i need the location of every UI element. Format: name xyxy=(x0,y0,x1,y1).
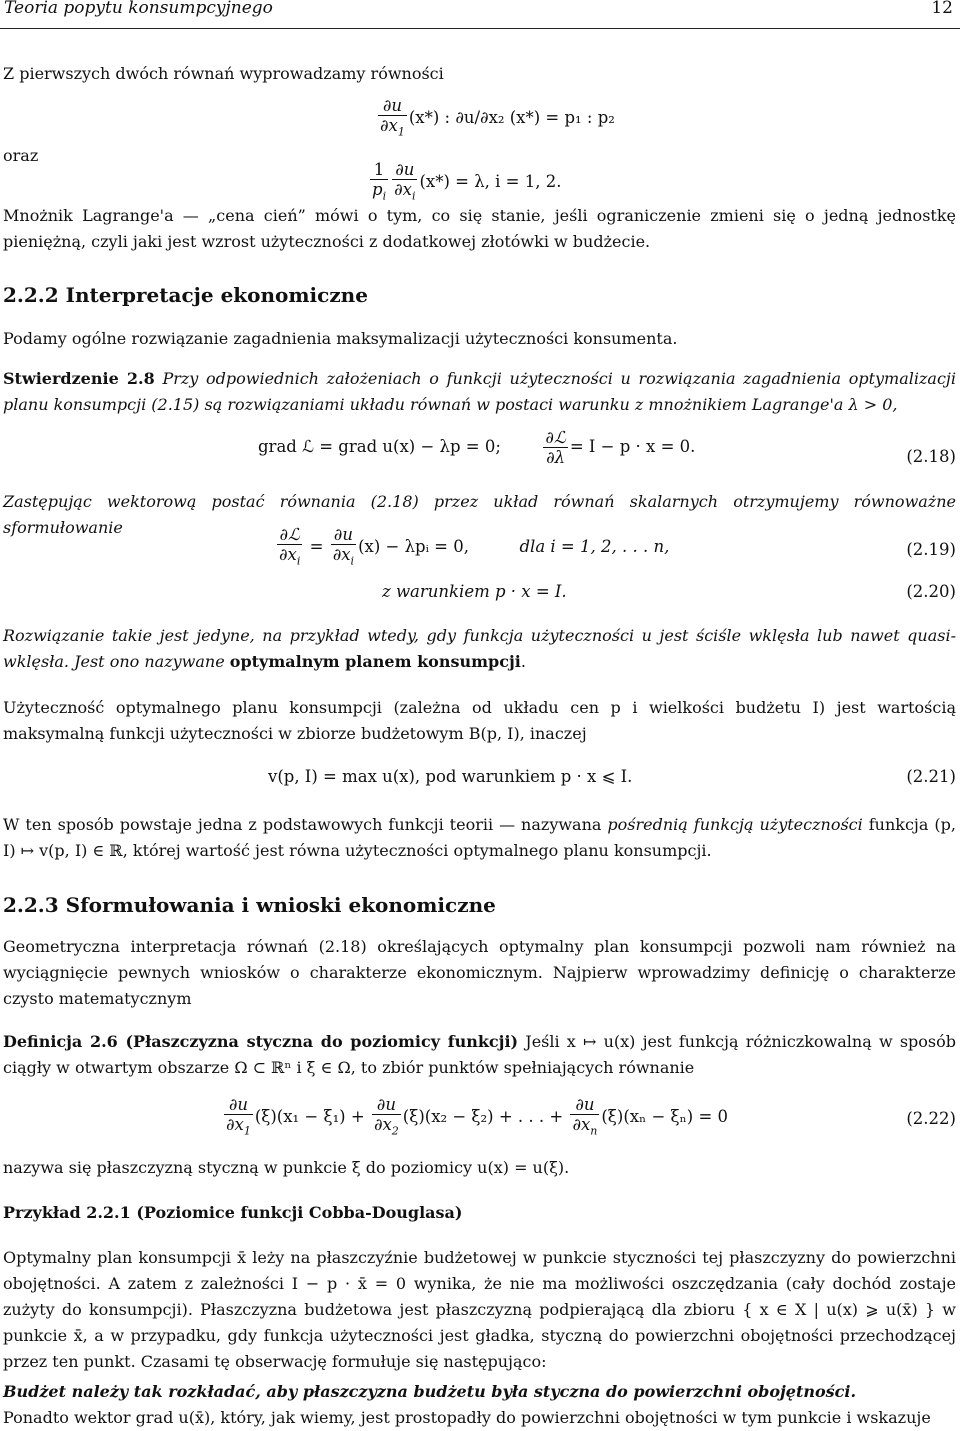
equation-2-20: z warunkiem p · x = I. xyxy=(382,582,567,601)
lagrange-paragraph: Mnożnik Lagrange'a — „cena cień” mówi o tym, co się stanie, jeśli ograniczenie zmieni się o jedną jednostkę pieniężną, czyli jaki jest wzrost użyteczności z dodatkowej złotówki w budżecie. xyxy=(3,206,956,251)
equation-2-21: v(p, I) = max u(x), pod warunkiem p · x ⩽ I. xyxy=(268,767,633,786)
equation-number-2-21: (2.21) xyxy=(906,767,956,786)
budget-statement: Budżet należy tak rozkładać, aby płaszczyzna budżetu była styczna do powierzchni obojętności. xyxy=(3,1382,857,1401)
uniqueness-period: . xyxy=(520,652,526,671)
statement-text: Przy odpowiednich założeniach o funkcji użyteczności u rozwiązania zagadnienia optymalizacji planu konsumpcji (2.15) są rozwiązaniami układu równań w postaci warunku z mnożnikiem Lagrange'a λ > 0, xyxy=(3,369,957,414)
optimal-plan-paragraph: Optymalny plan konsumpcji x̄ leży na płaszczyźnie budżetowej w punkcie styczności tej płaszczyzny do powierzchni obojętności. A zatem z zależności I − p · x̄ = 0 wynika, że nie ma możliwości oszczędzania (cały dochód zostaje zużyty do konsumpcji). Płaszczyzna budżetowa jest płaszczyzną podpierającą dla zbioru { x ∈ X | u(x) ⩾ u(x̄) } w punkcie x̄, a w przypadku, gdy funkcja użyteczności jest gładka, styczną do powierzchni obojętności przechodzącej przez ten punkt. Czasami tę obserwację formułuje się następująco: xyxy=(3,1248,956,1371)
equation-2-18-left: grad ℒ = grad u(x) − λp = 0; xyxy=(258,437,501,456)
definition-conclusion: nazywa się płaszczyzną styczną w punkcie ξ do poziomicy u(x) = u(ξ). xyxy=(3,1158,570,1177)
indirect-utility-text-a: W ten sposób powstaje jedna z podstawowych funkcji teorii — nazywana xyxy=(3,815,608,834)
indirect-utility-paragraph xyxy=(3,812,956,864)
equation-ratio-rest: (x*) : ∂u/∂x₂ (x*) = p₁ : p₂ xyxy=(408,108,615,128)
equation-2-19-dla: dla i = 1, 2, . . . n, xyxy=(519,537,670,557)
equation-2-22: $\frac{\partial u}{\partial x_1}$ (ξ)(x₁ − ξ₁) + $\frac{\partial u}{\partial x_2}$ (ξ)(x₂ − ξ₂) + . . . + $\frac{\partial u}{\partial x_n}$ (ξ)(xₙ − ξₙ) = 0 xyxy=(226,1095,729,1138)
statement-label: Stwierdzenie 2.8 xyxy=(3,369,155,388)
equation-2-19-mid: (x) − λpᵢ = 0, xyxy=(358,537,469,557)
equation-lambda: $\frac{1}{p_i}$ $\frac{\partial u}{\partial x_i}$ (x*) = λ, i = 1, 2. xyxy=(372,160,562,203)
utility-paragraph: Użyteczność optymalnego planu konsumpcji (zależna od układu cen p i wielkości budżetu I) jest wartością maksymalną funkcji użyteczności w zbiorze budżetowym B(p, I), inaczej xyxy=(3,698,956,743)
definition-2-6 xyxy=(3,1029,956,1081)
equation-lambda-rest: (x*) = λ, i = 1, 2. xyxy=(419,172,562,192)
uniqueness-text: Rozwiązanie takie jest jedyne, na przykład wtedy, gdy funkcja użyteczności u jest ściśle wklęsła lub nawet quasi-wklęsła. Jest ono nazywane xyxy=(3,626,956,671)
equation-number-2-22: (2.22) xyxy=(906,1109,956,1128)
page-number: 12 xyxy=(931,0,953,18)
equation-number-2-19: (2.19) xyxy=(906,540,956,559)
equation-number-2-18: (2.18) xyxy=(906,447,956,466)
oraz-text: oraz xyxy=(3,146,39,165)
example-heading: Przykład 2.2.1 (Poziomice funkcji Cobba-Douglasa) xyxy=(3,1203,463,1222)
optimal-plan-term: optymalnym planem konsumpcji xyxy=(229,652,521,671)
indirect-utility-text-c: funkcja (p, I) ↦ v(p, I) ∈ ℝ, której wartość jest równa użyteczności optymalnego planu konsumpcji. xyxy=(3,815,956,860)
equation-2-22-term2: (ξ)(x₂ − ξ₂) + . . . + xyxy=(402,1107,564,1127)
section-heading-2-2-2: 2.2.2 Interpretacje ekonomiczne xyxy=(3,283,368,307)
statement-2-8 xyxy=(3,366,956,418)
gradient-paragraph: Ponadto wektor grad u(x̄), który, jak wiemy, jest prostopadły do powierzchni obojętności w tym punkcie i wskazuje xyxy=(3,1408,931,1427)
equation-2-18: grad ℒ = grad u(x) − λp = 0; $\frac{\text{∂ℒ}}{\partial\lambda}$ = I − p · x = 0. xyxy=(258,428,696,467)
section-intro-paragraph: Podamy ogólne rozwiązanie zagadnienia maksymalizacji użyteczności konsumenta. xyxy=(3,329,678,348)
geometric-paragraph: Geometryczna interpretacja równań (2.18) określających optymalny plan konsumpcji pozwoli nam również na wyciągnięcie pewnych wniosków o charakterze ekonomicznym. Najpierw wprowadzimy definicję o charakterze czysto matematycznym xyxy=(3,937,956,1008)
equation-number-2-20: (2.20) xyxy=(906,582,956,601)
uniqueness-paragraph xyxy=(3,623,956,675)
section-heading-2-2-3: 2.2.3 Sformułowania i wnioski ekonomiczne xyxy=(3,893,496,917)
equation-2-18-right: = I − p · x = 0. xyxy=(569,437,696,456)
indirect-utility-term: pośrednią funkcją użyteczności xyxy=(607,815,863,834)
definition-text: Jeśli x ↦ u(x) jest funkcją różniczkowalną w sposób ciągły w otwartym obszarze Ω ⊂ ℝⁿ i ξ ∈ Ω, to zbiór punktów spełniających równanie xyxy=(3,1032,956,1077)
equation-2-22-term1: (ξ)(x₁ − ξ₁) + xyxy=(254,1107,365,1127)
substitution-paragraph: Zastępując wektorową postać równania (2.18) przez układ równań skalarnych otrzymujemy równoważne sformułowanie xyxy=(3,492,956,537)
definition-label: Definicja 2.6 (Płaszczyzna styczna do poziomicy funkcji) xyxy=(3,1032,519,1051)
intro-paragraph: Z pierwszych dwóch równań wyprowadzamy równości xyxy=(3,64,444,83)
running-header-title: Teoria popytu konsumpcyjnego xyxy=(4,0,273,18)
equation-2-19: $\frac{\text{∂ℒ}}{\partial x_i}$ = $\frac{\partial u}{\partial x_i}$ (x) − λpᵢ = 0, dla i = 1, 2, . . . n, xyxy=(279,525,670,568)
equation-ratio: $\frac{\partial u}{\partial x_1}$ (x*) : ∂u/∂x₂ (x*) = p₁ : p₂ xyxy=(380,96,615,139)
equation-2-22-term3: (ξ)(xₙ − ξₙ) = 0 xyxy=(601,1107,729,1127)
header-rule xyxy=(0,28,960,29)
